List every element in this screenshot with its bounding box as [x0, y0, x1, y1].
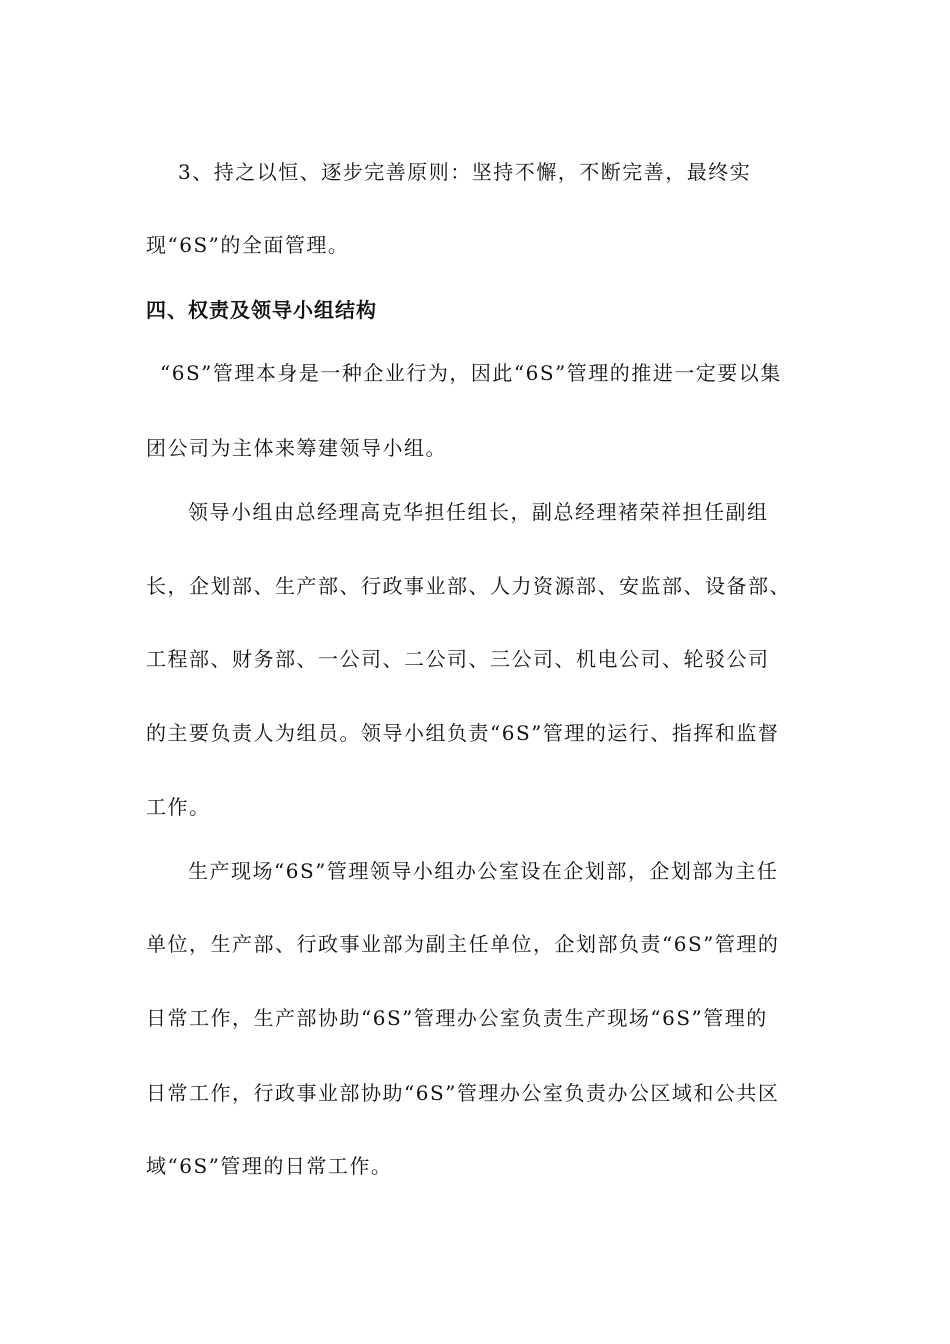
- paragraph-line: 域“6S”管理的日常工作。: [146, 1154, 393, 1178]
- paragraph-line: 日常工作，生产部协助“6S”管理办公室负责生产现场“6S”管理的: [146, 1006, 768, 1030]
- paragraph-line: 生产现场“6S”管理领导小组办公室设在企划部，企划部为主任: [188, 859, 779, 883]
- paragraph-line: 日常工作，行政事业部协助“6S”管理办公室负责办公区域和公共区: [146, 1081, 780, 1105]
- paragraph-line-principle-3: 3、持之以恒、逐步完善原则：坚持不懈，不断完善，最终实: [178, 160, 752, 184]
- paragraph-line: 单位，生产部、行政事业部为副主任单位，企划部负责“6S”管理的: [146, 932, 780, 956]
- paragraph-line: “6S”管理本身是一种企业行为，因此“6S”管理的推进一定要以集: [160, 361, 782, 385]
- paragraph-line: 团公司为主体来筹建领导小组。: [146, 436, 447, 460]
- paragraph-line: 工程部、财务部、一公司、二公司、三公司、机电公司、轮驳公司: [146, 647, 770, 671]
- paragraph-line: 工作。: [146, 795, 211, 819]
- paragraph-line: 领导小组由总经理高克华担任组长，副总经理褚荣祥担任副组: [188, 500, 769, 524]
- section-heading: 四、权责及领导小组结构: [146, 298, 377, 322]
- paragraph-line: 的主要负责人为组员。领导小组负责“6S”管理的运行、指挥和监督: [146, 721, 780, 745]
- paragraph-line: 现“6S”的全面管理。: [146, 233, 350, 257]
- paragraph-line: 长，企划部、生产部、行政事业部、人力资源部、安监部、设备部、: [146, 574, 791, 598]
